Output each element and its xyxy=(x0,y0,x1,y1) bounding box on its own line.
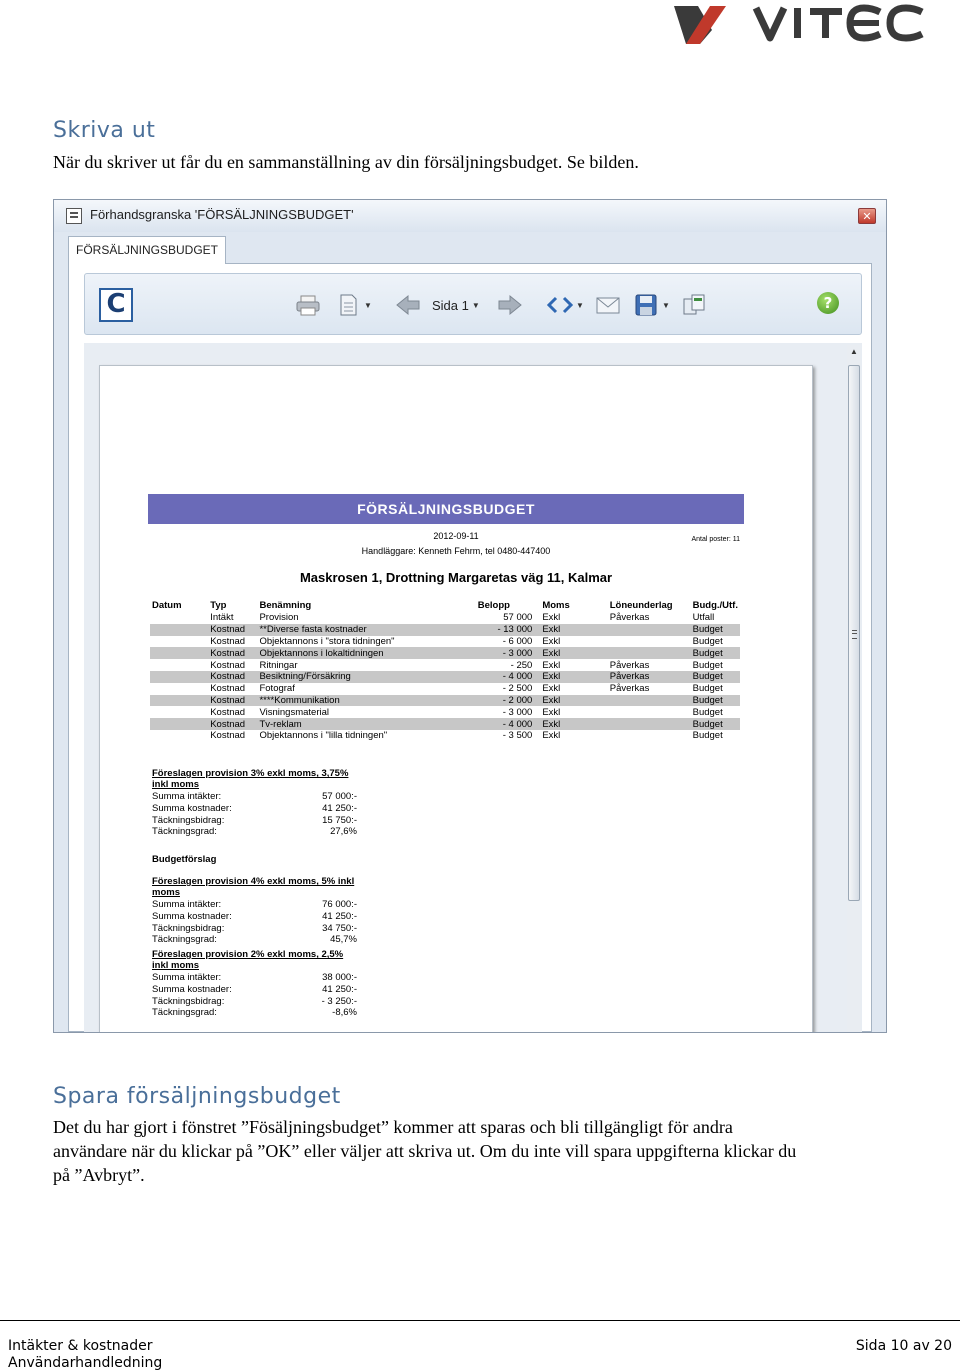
floppy-disk-icon xyxy=(633,294,659,316)
arrow-left-icon xyxy=(395,294,421,316)
cell-belopp: - 3 000 xyxy=(476,647,541,659)
section-text-save-1: Det du har gjort i fönstret ”Fösäljningsbudget” kommer att sparas och bli tillgängligt för andra xyxy=(53,1117,733,1137)
cell-moms: Exkl xyxy=(542,706,561,718)
col-datum: Datum xyxy=(152,599,182,611)
cell-moms: Exkl xyxy=(542,683,561,695)
vitec-logo-mark xyxy=(664,0,934,50)
cell-budg: Budget xyxy=(691,647,740,659)
summary-line: Täckningsbidrag: - 3 250:- xyxy=(152,995,357,1007)
table-row xyxy=(150,612,740,624)
table-row xyxy=(150,647,740,659)
table-row xyxy=(150,718,740,730)
report-date: 2012-09-11 xyxy=(433,531,479,541)
col-typ: Typ xyxy=(210,599,227,611)
report-title: FÖRSÄLJNINGSBUDGET xyxy=(148,494,744,524)
cell-budg: Budget xyxy=(692,683,723,695)
col-moms: Moms xyxy=(542,599,570,611)
cell-datum xyxy=(150,636,208,648)
summary-line: Summa kostnader: 41 250:- xyxy=(152,910,357,922)
cell-budg: Budget xyxy=(692,706,723,718)
table-row xyxy=(150,659,740,671)
envelope-icon xyxy=(595,294,621,316)
cell-benamning: Besiktning/Försäkring xyxy=(257,671,475,683)
cell-typ: Kostnad xyxy=(210,730,246,742)
cell-loneunderlag: Påverkas xyxy=(609,659,650,671)
cell-belopp: - 2 000 xyxy=(476,695,541,707)
export-button[interactable] xyxy=(681,290,707,320)
cell-datum xyxy=(150,647,208,659)
page-icon xyxy=(335,294,361,316)
cell-benamning: Visningsmaterial xyxy=(259,706,329,718)
cell-loneunderlag xyxy=(608,647,691,659)
cell-belopp: - 4 000 xyxy=(476,718,541,730)
cell-belopp: - 2 500 xyxy=(502,683,533,695)
preview-toolbar xyxy=(84,273,862,335)
summary-2pct xyxy=(152,949,357,1019)
cell-belopp: - 13 000 xyxy=(476,624,541,636)
summary-heading: Föreslagen provision 2% exkl moms, 2,5% inkl moms xyxy=(152,949,344,971)
cell-moms: Exkl xyxy=(540,671,607,683)
scrollbar-thumb[interactable] xyxy=(848,365,860,901)
tab-forsaljningsbudget[interactable]: FÖRSÄLJNINGSBUDGET xyxy=(68,236,226,264)
col-benamning: Benämning xyxy=(259,599,312,611)
cell-belopp: - 3 000 xyxy=(502,706,533,718)
section-text-save-2: användare när du klickar på ”OK” eller väljer att skriva ut. Om du inte vill spara uppgifterna klickar du xyxy=(53,1141,797,1161)
cell-datum xyxy=(150,706,208,718)
save-button[interactable] xyxy=(633,290,670,320)
summary-line: Täckningsgrad: 45,7% xyxy=(152,934,357,946)
cell-budg: Budget xyxy=(691,624,740,636)
cell-datum xyxy=(150,683,208,695)
export-icon xyxy=(681,294,707,316)
col-budg: Budg./Utf. xyxy=(692,599,738,611)
vertical-scrollbar[interactable] xyxy=(847,345,861,1033)
cell-budg: Budget xyxy=(692,659,723,671)
print-button[interactable] xyxy=(295,290,321,320)
chevron-down-icon: ▼ xyxy=(471,300,480,310)
app-logo-icon: C xyxy=(99,288,133,322)
report-table-body xyxy=(150,612,740,742)
cell-moms: Exkl xyxy=(540,695,607,707)
cell-typ: Kostnad xyxy=(208,624,257,636)
table-header-row xyxy=(150,598,740,612)
cell-datum xyxy=(150,624,208,636)
cell-loneunderlag xyxy=(608,730,691,742)
preview-window xyxy=(53,199,887,1033)
cell-belopp: - 250 xyxy=(510,659,533,671)
grip-icon xyxy=(852,630,857,639)
cell-loneunderlag xyxy=(608,718,691,730)
cell-typ: Kostnad xyxy=(208,695,257,707)
summary-4pct xyxy=(152,876,357,946)
previous-page-button[interactable] xyxy=(395,290,421,320)
table-row xyxy=(150,671,740,683)
summary-line: Summa intäkter: 57 000:- xyxy=(152,791,357,802)
summary-line: Summa kostnader: 41 250:- xyxy=(152,983,357,995)
cell-benamning: Ritningar xyxy=(259,659,298,671)
chevron-down-icon: ▼ xyxy=(576,300,584,310)
report-count: Antal poster: 11 xyxy=(691,536,740,543)
page-setup-button[interactable] xyxy=(335,290,372,320)
cell-datum xyxy=(150,659,208,671)
cell-benamning: Provision xyxy=(259,612,299,624)
cell-belopp: 57 000 xyxy=(503,612,533,624)
vitec-logo xyxy=(664,0,934,50)
cell-moms: Exkl xyxy=(542,612,561,624)
cell-datum xyxy=(150,718,208,730)
cell-datum xyxy=(150,695,208,707)
cell-benamning: Fotograf xyxy=(259,683,295,695)
summary-heading: Föreslagen provision 4% exkl moms, 5% inkl moms xyxy=(152,876,355,898)
section-text-save-3: på ”Avbryt”. xyxy=(53,1165,145,1185)
cell-belopp: - 3 500 xyxy=(502,730,533,742)
scroll-up-icon[interactable]: ▲ xyxy=(850,347,858,356)
help-icon[interactable]: ? xyxy=(817,292,839,314)
cell-budg: Budget xyxy=(691,695,740,707)
summary-line: Täckningsbidrag: 15 750:- xyxy=(152,814,357,826)
cell-benamning: **Diverse fasta kostnader xyxy=(257,624,475,636)
table-row xyxy=(150,730,740,742)
printer-icon xyxy=(295,294,321,316)
cell-benamning: Objektannons i "lilla tidningen" xyxy=(259,730,388,742)
cell-typ: Kostnad xyxy=(210,635,246,647)
email-button[interactable] xyxy=(595,290,621,320)
navigate-button[interactable] xyxy=(547,290,584,320)
col-belopp: Belopp xyxy=(477,599,510,611)
footer-page-number: Sida 10 av 20 xyxy=(855,1338,952,1354)
cell-budg: Budget xyxy=(691,718,740,730)
table-row xyxy=(150,636,740,648)
section-heading-print: Skriva ut xyxy=(53,118,156,143)
cell-budg: Budget xyxy=(692,730,723,742)
report-handler: Handläggare: Kenneth Fehrm, tel 0480-447400 xyxy=(361,546,551,556)
cell-moms: Exkl xyxy=(540,624,607,636)
summary-line: Täckningsbidrag: 34 750:- xyxy=(152,922,357,934)
window-titlebar xyxy=(54,200,886,232)
cell-benamning: Objektannons i "stora tidningen" xyxy=(259,635,395,647)
chevron-down-icon: ▼ xyxy=(364,300,372,310)
section-text-print: När du skriver ut får du en sammanställning av din försäljningsbudget. Se bilden. xyxy=(53,152,639,172)
cell-loneunderlag xyxy=(608,706,691,718)
cell-typ: Kostnad xyxy=(210,659,246,671)
cell-loneunderlag xyxy=(608,636,691,648)
cell-budg: Budget xyxy=(692,635,723,647)
arrow-right-icon xyxy=(497,294,523,316)
next-page-button[interactable] xyxy=(497,290,523,320)
table-row xyxy=(150,695,740,707)
report-page xyxy=(99,365,813,1033)
cell-belopp: - 4 000 xyxy=(476,671,541,683)
summary-line: Täckningsgrad: -8,6% xyxy=(152,1007,357,1019)
window-title: Förhandsgranska 'FÖRSÄLJNINGSBUDGET' xyxy=(90,207,354,222)
chevron-down-icon: ▼ xyxy=(662,300,670,310)
expand-arrows-icon xyxy=(547,294,573,316)
cell-moms: Exkl xyxy=(542,635,561,647)
cell-loneunderlag xyxy=(608,624,691,636)
section-heading-save: Spara försäljningsbudget xyxy=(53,1084,341,1109)
summary-3pct xyxy=(152,768,357,838)
cell-benamning: Objektannons i lokaltidningen xyxy=(257,647,475,659)
cell-loneunderlag: Påverkas xyxy=(608,671,691,683)
cell-typ: Kostnad xyxy=(208,671,257,683)
cell-moms: Exkl xyxy=(542,659,561,671)
report-table xyxy=(150,598,740,742)
cell-benamning: Tv-reklam xyxy=(257,718,475,730)
cell-datum xyxy=(150,730,208,742)
cell-typ: Kostnad xyxy=(210,683,246,695)
page-label: Sida 1 xyxy=(432,297,469,313)
cell-moms: Exkl xyxy=(540,718,607,730)
summary-line: Summa kostnader: 41 250:- xyxy=(152,802,357,814)
table-row xyxy=(150,624,740,636)
cell-budg: Utfall xyxy=(692,612,715,624)
cell-benamning: ****Kommunikation xyxy=(257,695,475,707)
cell-loneunderlag: Påverkas xyxy=(609,612,650,624)
close-icon[interactable]: ✕ xyxy=(858,208,876,224)
footer-divider xyxy=(0,1320,960,1321)
col-loneunderlag: Löneunderlag xyxy=(609,599,673,611)
cell-datum xyxy=(150,612,208,624)
footer-title: Intäkter & kostnader xyxy=(8,1338,153,1354)
summary-line: Summa intäkter: 76 000:- xyxy=(152,899,357,910)
cell-loneunderlag: Påverkas xyxy=(609,683,650,695)
cell-typ: Kostnad xyxy=(210,706,246,718)
cell-typ: Intäkt xyxy=(210,612,234,624)
summary-line: Täckningsgrad: 27,6% xyxy=(152,826,357,838)
cell-budg: Budget xyxy=(691,671,740,683)
summary-line: Summa intäkter: 38 000:- xyxy=(152,972,357,983)
report-address: Maskrosen 1, Drottning Margaretas väg 11, Kalmar xyxy=(299,570,613,585)
table-row xyxy=(150,683,740,695)
table-row xyxy=(150,706,740,718)
cell-belopp: - 6 000 xyxy=(502,635,533,647)
page-selector[interactable] xyxy=(432,290,480,320)
cell-moms: Exkl xyxy=(540,647,607,659)
document-icon xyxy=(66,208,82,224)
summary-heading: Föreslagen provision 3% exkl moms, 3,75% inkl moms xyxy=(152,768,349,790)
footer-subtitle: Användarhandledning xyxy=(8,1355,163,1371)
cell-typ: Kostnad xyxy=(208,718,257,730)
cell-typ: Kostnad xyxy=(208,647,257,659)
budget-heading: Budgetförslag xyxy=(152,854,217,865)
cell-moms: Exkl xyxy=(542,730,561,742)
cell-datum xyxy=(150,671,208,683)
cell-loneunderlag xyxy=(608,695,691,707)
